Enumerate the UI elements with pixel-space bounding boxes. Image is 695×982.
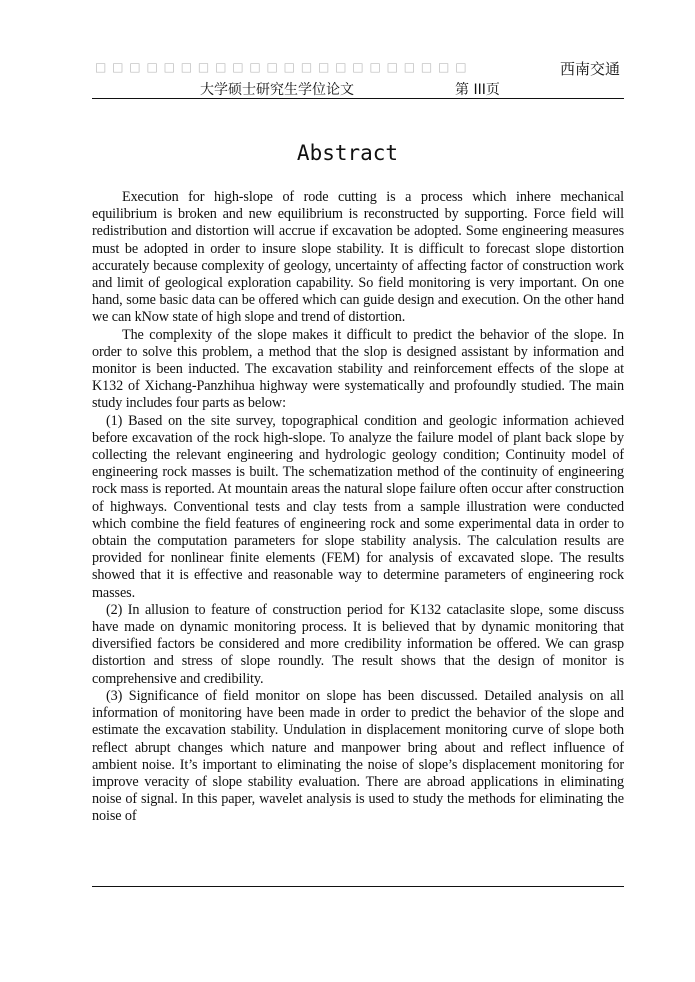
header-thesis-type: 大学硕士研究生学位论文 [200,82,354,98]
header-placeholder-glyphs: □ □ □ □ □ □ □ □ □ □ □ □ □ □ □ □ □ □ □ □ □ □ [95,60,468,74]
abstract-item-2: (2) In allusion to feature of construction period for K132 cataclasite slope, some discuss have made on dynamic monitoring process. It is believed that by dynamic monitoring that diversified factors be considered and more credibility information be offered. We can grasp distortion and stress of slope roundly. The result shows that the design of monitor is comprehensive and credibility. [92,601,624,687]
abstract-paragraph-2: The complexity of the slope makes it difficult to predict the behavior of the slope. In order to solve this problem, a method that the slop is designed assistant by information and monitor is been inducted. The excavation stability and reinforcement effects of the slope at K132 of Xichang-Panzhihua highway were systematically and profoundly studied. The main study includes four parts as below: [92,326,624,412]
header-school-name: 西南交通 [559,60,620,78]
abstract-item-3: (3) Significance of field monitor on slope has been discussed. Detailed analysis on all information of monitoring have been made in order to predict the behavior of the slope and estimate the excavation stability. Undulation in displacement monitoring curve of slope both reflect abrupt changes which nature and manpower bring about and reflect influence of ambient noise. It’s important to eliminating the noise of slope’s displacement monitoring for improve veracity of slope stability evaluation. There are abroad applications in eliminating noise of signal. In this paper, wavelet analysis is used to study the methods for eliminating the noise of [92,687,624,825]
abstract-body [92,189,624,886]
header-thesis-line [200,79,500,99]
footer-rule [92,886,624,887]
abstract-item-1: (1) Based on the site survey, topographical condition and geologic information achieved before excavation of the rock high-slope. To analyze the failure model of plant back slope by collecting the relevant engineering and hydrologic geology condition; Continuity model of engineering rock masses is built. The schematization method of the continuity of engineering rock mass is reported. At mountain areas the natural slope failure often occur after construction of highways. Conventional tests and clay tests from a sample illustration were conducted which combine the field features of engineering rock and some experimental data in order to obtain the computation parameters for slope stability analysis. The calculation results are provided for nonlinear finite elements (FEM) for analysis of excavated slope. The results showed that it is effective and reasonable way to determine parameters of engineering rock masses. [92,412,624,601]
header-rule [92,98,624,99]
header-page-number: 第 III页 [455,82,500,98]
page-title: Abstract [296,141,399,165]
abstract-paragraph-1: Execution for high-slope of rode cutting is a process which inhere mechanical equilibrium is broken and new equilibrium is reconstructed by supporting. Force field will redistribution and distortion will accrue if excavation be adopted. Some engineering measures must be adopted in order to insure slope stability. It is difficult to forecast slope distortion accurately because complexity of geology, uncertainty of affecting factor of construction work and limit of geological exploration capability. So field monitoring is very important. On one hand, some basic data can be offered which can guide design and execution. On the other hand we can kNow state of high slope and trend of distortion. [92,189,624,326]
